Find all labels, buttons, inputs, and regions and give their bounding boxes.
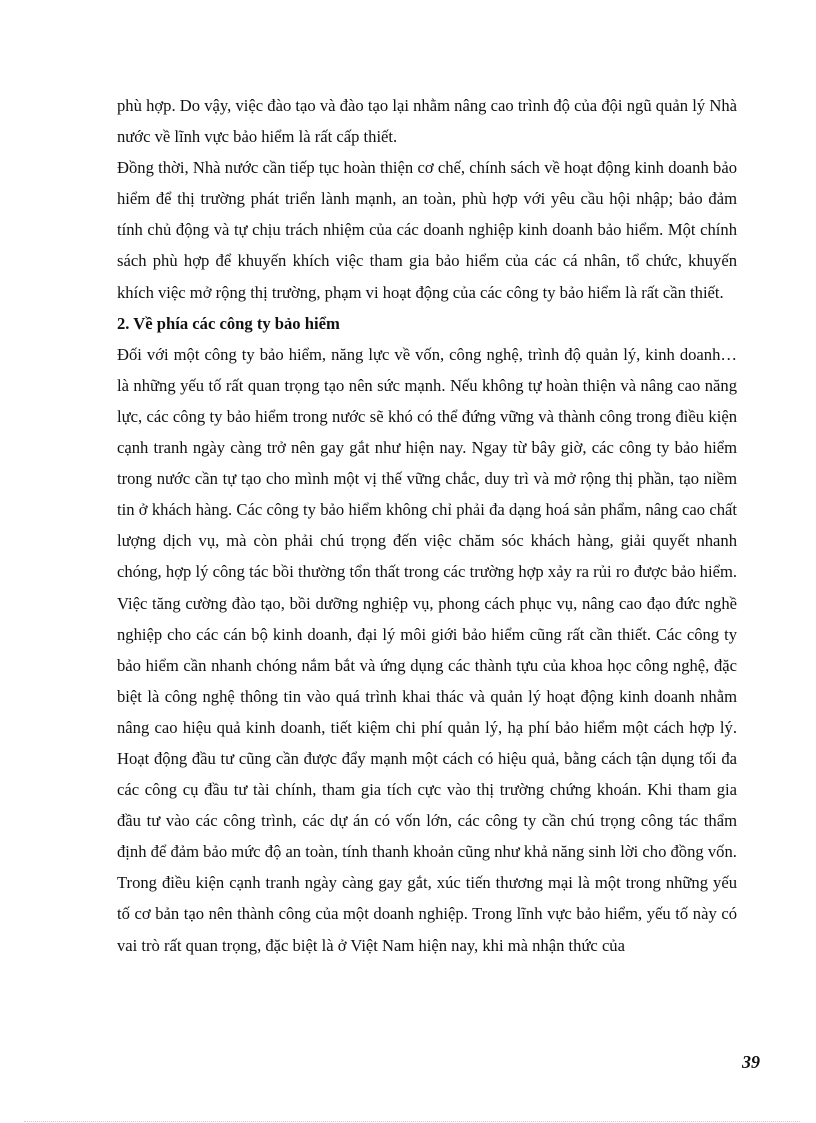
page-bottom-divider	[24, 1121, 800, 1122]
paragraph: Đồng thời, Nhà nước cần tiếp tục hoàn thiện cơ chế, chính sách về hoạt động kinh doanh bảo hiểm để thị trường phát triển lành mạnh, an toàn, phù hợp với yêu cầu hội nhập; bảo đảm tính chủ động và tự chịu trách nhiệm của các doanh nghiệp kinh doanh bảo hiểm. Một chính sách phù hợp để khuyến khích việc tham gia bảo hiểm của các cá nhân, tổ chức, khuyến khích việc mở rộng thị trường, phạm vi hoạt động của các công ty bảo hiểm là rất cần thiết.	[117, 158, 737, 302]
paragraph: phù hợp. Do vậy, việc đào tạo và đào tạo lại nhằm nâng cao trình độ của đội ngũ quản lý Nhà nước về lĩnh vực bảo hiểm là rất cấp thiết.	[117, 96, 737, 147]
paragraph: Trong điều kiện cạnh tranh ngày càng gay gắt, xúc tiến thương mại là một trong những yếu tố cơ bản tạo nên thành công của một doanh nghiệp. Trong lĩnh vực bảo hiểm, yếu tố này có vai trò rất quan trọng, đặc biệt là ở Việt Nam hiện nay, khi mà nhận thức của	[117, 873, 737, 955]
body-text	[117, 90, 737, 961]
paragraph: Đối với một công ty bảo hiểm, năng lực về vốn, công nghệ, trình độ quản lý, kinh doanh… là những yếu tố rất quan trọng tạo nên sức mạnh. Nếu không tự hoàn thiện và nâng cao năng lực, các công ty bảo hiểm trong nước sẽ khó có thể đứng vững và thành công trong điều kiện cạnh tranh ngày càng trở nên gay gắt như hiện nay. Ngay từ bây giờ, các công ty bảo hiểm trong nước cần tự tạo cho mình một vị thế vững chắc, duy trì và mở rộng thị phần, tạo niềm tin ở khách hàng. Các công ty bảo hiểm không chỉ phải đa dạng hoá sản phẩm, nâng cao chất lượng dịch vụ, mà còn phải chú trọng đến việc chăm sóc khách hàng, giải quyết nhanh chóng, hợp lý công tác bồi thường tổn thất trong các trường hợp xảy ra rủi ro được bảo hiểm. Việc tăng cường đào tạo, bồi dưỡng nghiệp vụ, phong cách phục vụ, nâng cao đạo đức nghề nghiệp cho các cán bộ kinh doanh, đại lý môi giới bảo hiểm cũng rất cần thiết. Các công ty bảo hiểm cần nhanh chóng nắm bắt và ứng dụng các thành tựu của khoa học công nghệ, đặc biệt là công nghệ thông tin vào quá trình khai thác và quản lý hoạt động kinh doanh nhằm nâng cao hiệu quả kinh doanh, tiết kiệm chi phí quản lý, hạ phí bảo hiểm một cách hợp lý. Hoạt động đầu tư cũng cần được đẩy mạnh một cách có hiệu quả, bằng cách tận dụng tối đa các công cụ đầu tư tài chính, tham gia tích cực vào thị trường chứng khoán. Khi tham gia đầu tư vào các công trình, các dự án có vốn lớn, các công ty cần chú trọng công tác thẩm định để đảm bảo mức độ an toàn, tính thanh khoản cũng như khả năng sinh lời cho đồng vốn.	[117, 344, 737, 862]
section-heading: 2. Về phía các công ty bảo hiểm	[117, 313, 340, 333]
page-number: 39	[742, 1052, 760, 1072]
